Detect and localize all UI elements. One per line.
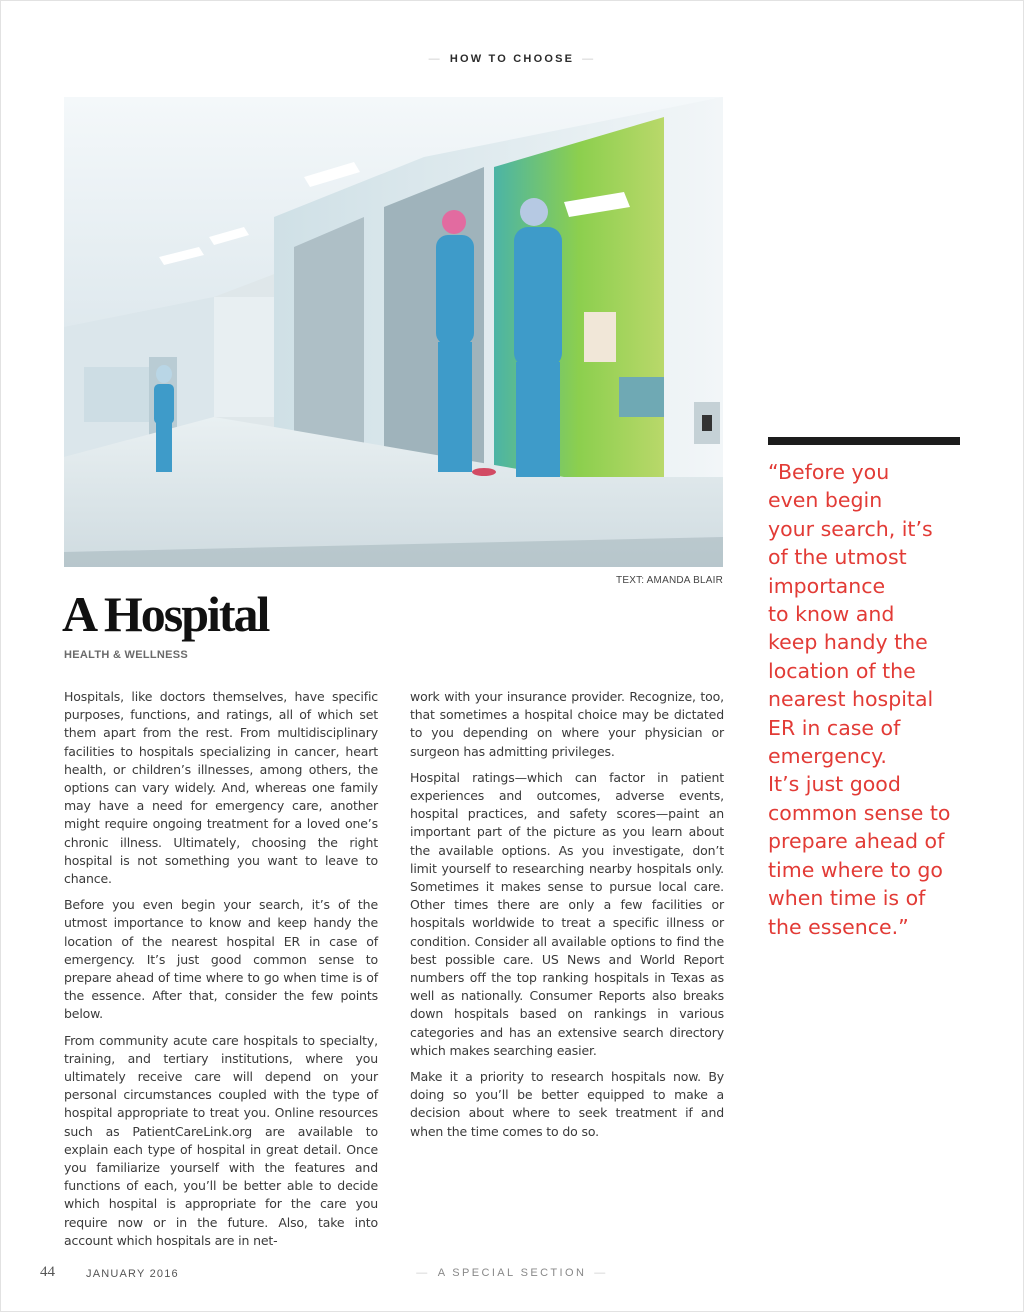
- pull-quote: [768, 458, 968, 941]
- footer-section-label: A SPECIAL SECTION: [437, 1267, 587, 1279]
- pull-quote-line: nearest hospital: [768, 687, 934, 712]
- page-number: 44: [40, 1264, 55, 1280]
- body-column-2: [410, 688, 724, 1149]
- running-header: — HOW TO CHOOSE —: [428, 53, 596, 65]
- pull-quote-line: common sense to: [768, 800, 951, 825]
- pull-quote-line: emergency.: [768, 744, 887, 769]
- pull-quote-line: to know and: [768, 602, 895, 627]
- paragraph: From community acute care hospitals to specialty, training, and tertiary institutions, where you ultimately receive care will depend on your personal circumstances coupled with the type of hospital appropriate to treat you. Online resources such as PatientCareLink.org are available to explain each type of hospital in great detail. Once you familiarize yourself with the features and functions of each, you’ll be better able to decide which hospital is appropriate for the care you require now or in the future. Also, take into account which hospitals are in net-: [64, 1032, 378, 1248]
- pull-quote-line: the essence.”: [768, 914, 909, 939]
- issue-date: JANUARY 2016: [86, 1268, 179, 1280]
- pull-quote-line: even begin: [768, 488, 883, 513]
- paragraph: Hospital ratings—which can factor in patient experiences and outcomes, adverse events, hospital practices, and safety scores—paint an important part of the picture as you learn about the available options. As you investigate, don’t limit yourself to researching nearby hospitals only. Sometimes it makes sense to pursue local care. Other times there are only a few facilities or hospitals worldwide to treat a specific illness or condition. Consider all available options to find the best possible care. US News and World Report numbers off the top ranking hospitals in Texas as well as nationally. Consumer Reports also breaks down hospitals based on rankings in various categories and has an extensive search directory which makes searching easier.: [410, 769, 724, 1058]
- pull-quote-line: location of the: [768, 658, 916, 683]
- pull-quote-line: It’s just good: [768, 772, 901, 797]
- footer-section: — A SPECIAL SECTION —: [416, 1267, 608, 1279]
- article-kicker: HEALTH & WELLNESS: [64, 649, 189, 661]
- pull-quote-line: prepare ahead of: [768, 829, 945, 854]
- pull-quote-rule: [768, 437, 960, 445]
- paragraph: Make it a priority to research hospitals now. By doing so you’ll be better equipped to make a decision about where to seek treatment if and when the time comes to do so.: [410, 1069, 724, 1139]
- hospital-corridor-illustration: [64, 97, 723, 567]
- section-label: HOW TO CHOOSE: [449, 53, 575, 65]
- hero-photo: [64, 97, 723, 567]
- paragraph: Before you even begin your search, it’s of the utmost importance to know and keep handy the location of the nearest hospital ER in case of emergency. It’s just good common sense to prepare ahead of time where to go when time is of the essence. After that, consider the few points below.: [64, 897, 378, 1022]
- pull-quote-line: of the utmost: [768, 545, 907, 570]
- body-column-1: [64, 688, 378, 1258]
- pull-quote-line: importance: [768, 573, 886, 598]
- pull-quote-line: your search, it’s: [768, 516, 933, 541]
- pull-quote-line: keep handy the: [768, 630, 928, 655]
- pull-quote-line: when time is of: [768, 886, 926, 911]
- pull-quote-line: time where to go: [768, 857, 943, 882]
- photo-credit: TEXT: AMANDA BLAIR: [616, 575, 723, 586]
- pull-quote-line: ER in case of: [768, 715, 901, 740]
- article-title: A Hospital: [62, 586, 269, 642]
- paragraph: work with your insurance provider. Recognize, too, that sometimes a hospital choice may be dictated to you depending on where your physician or surgeon has admitting privileges.: [410, 689, 724, 759]
- pull-quote-line: “Before you: [768, 460, 890, 484]
- paragraph: Hospitals, like doctors themselves, have specific purposes, functions, and ratings, all of which set them apart from the rest. From multidisciplinary facilities to hospitals specializing in cancer, heart health, or children’s illnesses, among others, the options can vary widely. And, whereas one family may have a need for emergency care, another might require ongoing treatment for a loved one’s chronic illness. Ultimately, choosing the right hospital is not something you want to leave to chance.: [64, 689, 378, 887]
